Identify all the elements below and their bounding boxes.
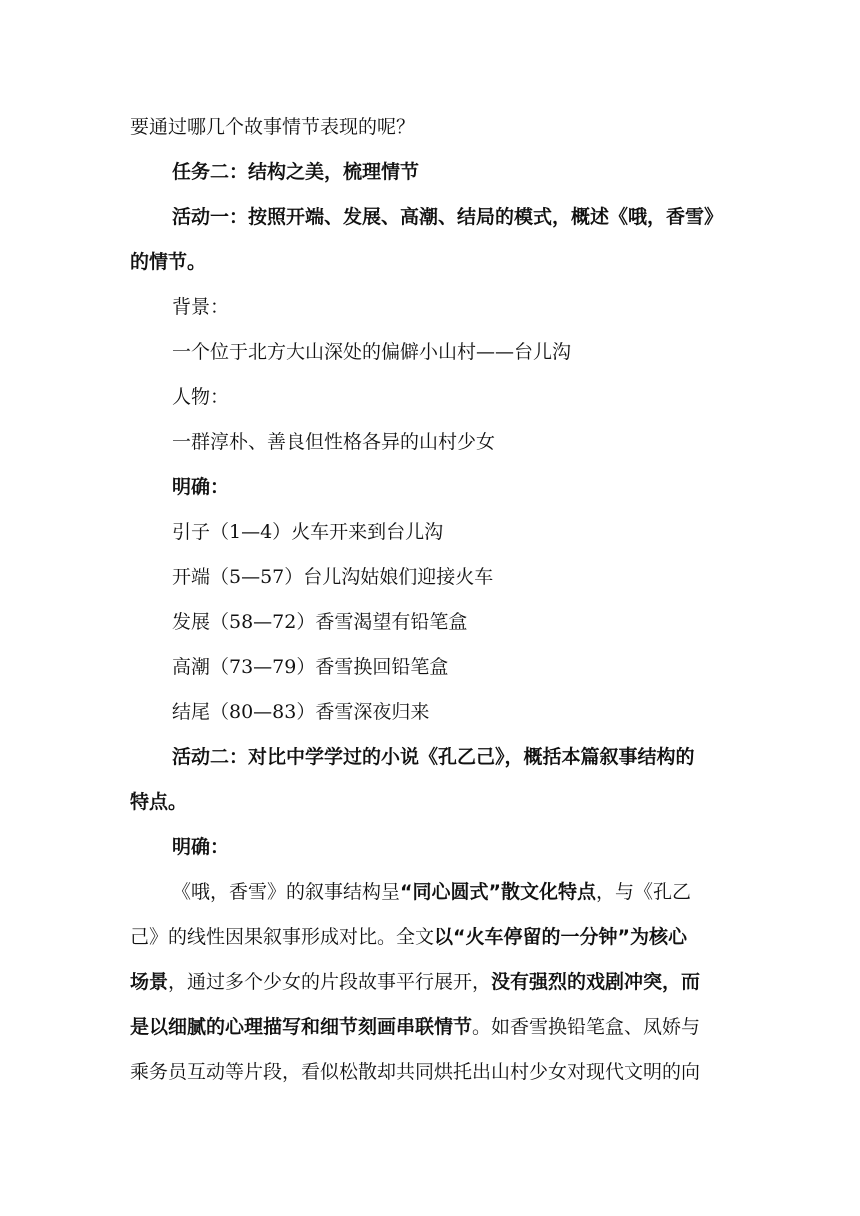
activity-heading-cont: 的情节。 xyxy=(130,251,207,273)
text-line: 一群淳朴、善良但性格各异的山村少女 xyxy=(172,431,496,453)
text-run: ，与《孔乙 xyxy=(596,881,692,903)
paragraph-line xyxy=(172,879,691,905)
activity-heading: 活动二：对比中学学过的小说《孔乙己》，概括本篇叙事结构的 xyxy=(172,746,695,768)
paragraph-line xyxy=(130,969,700,995)
plot-item: 引子（1—4）火车开来到台儿沟 xyxy=(172,521,444,543)
emphasis-run: 场景 xyxy=(130,971,169,993)
emphasis-run: “同心圆式”散文化特点 xyxy=(400,881,596,903)
paragraph-line xyxy=(130,924,687,950)
plot-item: 高潮（73—79）香雪换回铅笔盒 xyxy=(172,656,449,678)
text-line: 要通过哪几个故事情节表现的呢？ xyxy=(130,116,416,138)
activity-heading: 活动一：按照开端、发展、高潮、结局的模式，概述《哦，香雪》 xyxy=(172,206,724,228)
label-answer: 明确： xyxy=(172,836,230,858)
text-run: 乘务员互动等片段，看似松散却共同烘托出山村少女对现代文明的向 xyxy=(130,1061,701,1083)
paragraph-line xyxy=(130,1014,700,1040)
text-run: ，通过多个少女的片段故事平行展开， xyxy=(168,971,492,993)
emphasis-run: 以“火车停留的一分钟”为核心 xyxy=(434,926,687,948)
plot-item: 发展（58—72）香雪渴望有铅笔盒 xyxy=(172,611,468,633)
emphasis-run: 是以细腻的心理描写和细节刻画串联情节 xyxy=(130,1016,473,1038)
plot-item: 开端（5—57）台儿沟姑娘们迎接火车 xyxy=(172,566,494,588)
emphasis-run: 没有强烈的戏剧冲突，而 xyxy=(491,971,701,993)
paragraph-line xyxy=(130,1059,700,1085)
text-run: 。如香雪换铅笔盒、凤娇与 xyxy=(472,1016,701,1038)
activity-heading-cont: 特点。 xyxy=(130,791,188,813)
plot-item: 结尾（80—83）香雪深夜归来 xyxy=(172,701,430,723)
label-background: 背景： xyxy=(172,296,230,318)
text-run: 己》的线性因果叙事形成对比。全文 xyxy=(130,926,435,948)
text-run: 《哦，香雪》的叙事结构呈 xyxy=(172,881,401,903)
label-characters: 人物： xyxy=(172,386,230,408)
text-line: 一个位于北方大山深处的偏僻小山村——台儿沟 xyxy=(172,341,572,363)
task-heading: 任务二：结构之美，梳理情节 xyxy=(172,161,420,183)
label-answer: 明确： xyxy=(172,476,230,498)
